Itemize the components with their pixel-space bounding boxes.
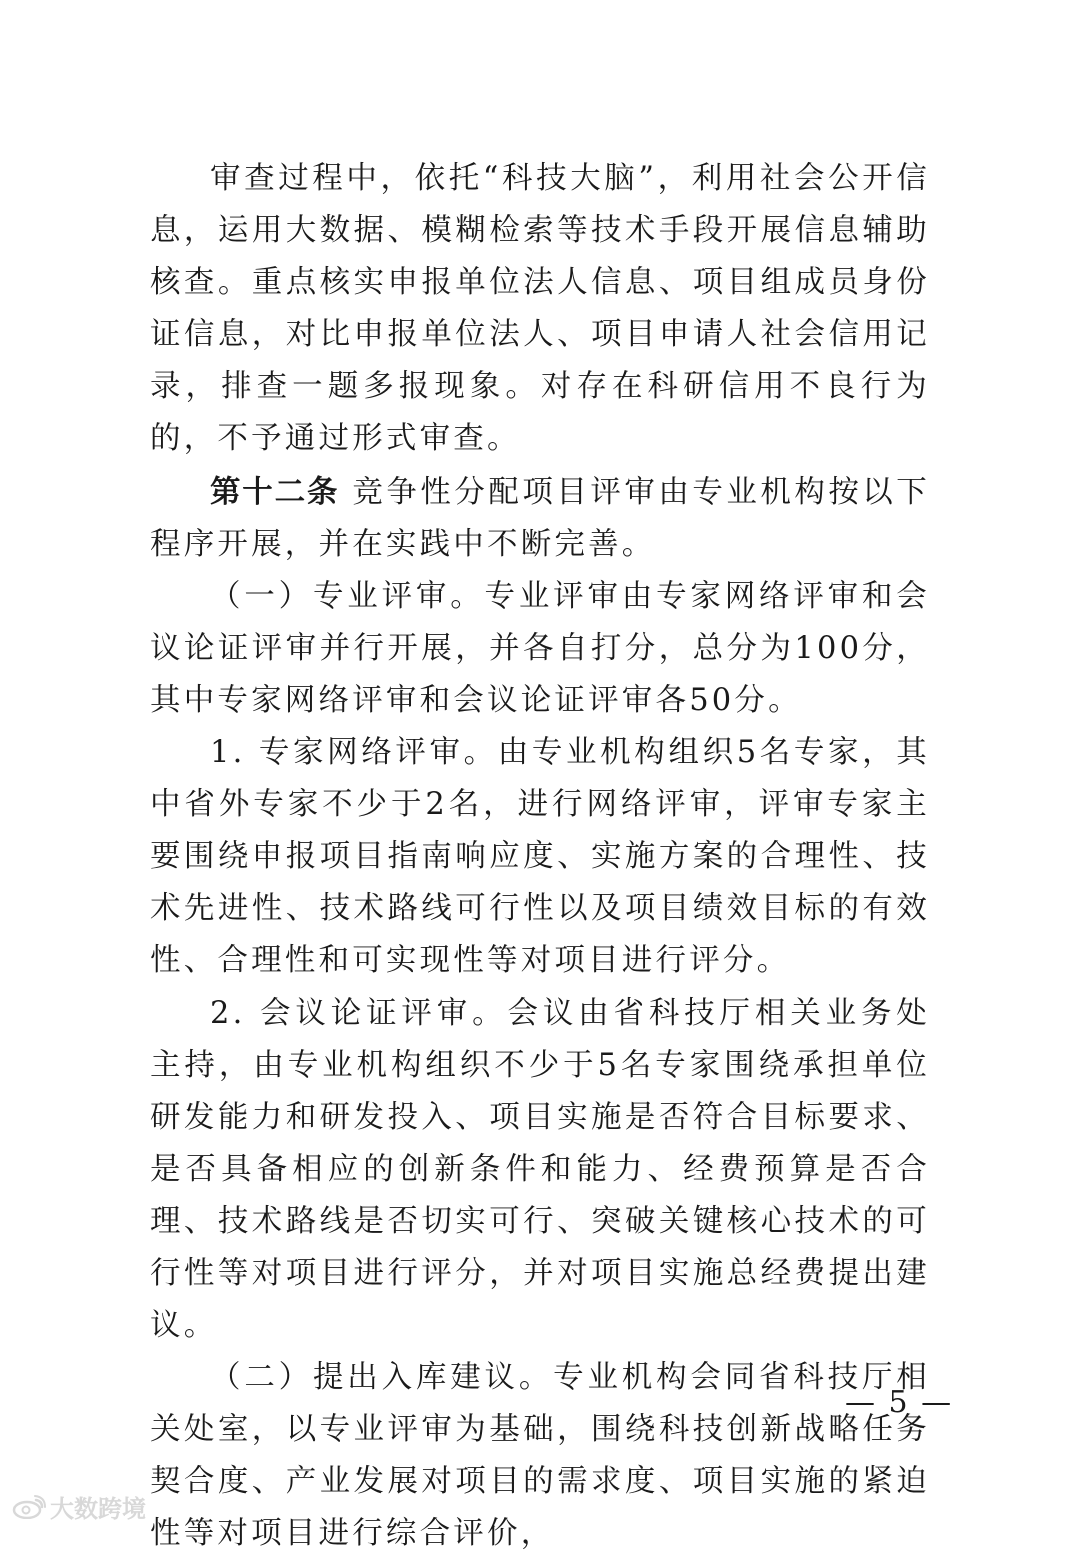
paragraph-text: 1. 专家网络评审。由专业机构组织5名专家，其中省外专家不少于2名，进行网络评审，评审专家主要围绕申报项目指南响应度、实施方案的合理性、技术先进性、技术路线可行性以及项目绩效目标的有效性、合理性和可实现性等对项目进行评分。 bbox=[150, 735, 930, 979]
paragraph-text: 竞争性分配项目评审由专业机构按以下程序开展，并在实践中不断完善。 bbox=[150, 474, 931, 562]
paragraph-meeting-review bbox=[150, 988, 930, 1353]
paragraph-online-expert-review bbox=[150, 727, 930, 987]
article-heading: 第十二条 bbox=[210, 473, 340, 510]
watermark-text: 大数跨境 bbox=[50, 1495, 146, 1523]
paragraph-text: 审查过程中，依托“科技大脑”，利用社会公开信息，运用大数据、模糊检索等技术手段开展信息辅助核查。重点核实申报单位法人信息、项目组成员身份证信息，对比申报单位法人、项目申请人社会信用记录，排查一题多报现象。对存在科研信用不良行为的，不予通过形式审查。 bbox=[150, 161, 930, 457]
watermark bbox=[12, 1489, 146, 1524]
document-body bbox=[150, 153, 930, 1561]
paragraph-review-process bbox=[150, 153, 930, 466]
paragraph-professional-review bbox=[150, 571, 930, 727]
page-number: — 5 — bbox=[845, 1385, 954, 1420]
paragraph-text: （二）提出入库建议。专业机构会同省科技厅相关处室，以专业评审为基础，围绕科技创新战略任务契合度、产业发展对项目的需求度、项目实施的紧迫性等对项目进行综合评价， bbox=[150, 1360, 930, 1552]
paragraph-article-12 bbox=[150, 466, 930, 571]
weibo-logo-icon bbox=[12, 1495, 46, 1519]
paragraph-text: 2. 会议论证评审。会议由省科技厅相关业务处主持，由专业机构组织不少于5名专家围绕承担单位研发能力和研发投入、项目实施是否符合目标要求、是否具备相应的创新条件和能力、经费预算是否合理、技术路线是否切实可行、突破关键核心技术的可行性等对项目进行评分，并对项目实施总经费提出建议。 bbox=[150, 995, 930, 1344]
paragraph-text: （一）专业评审。专业评审由专家网络评审和会议论证评审并行开展，并各自打分，总分为100分，其中专家网络评审和会议论证评审各50分。 bbox=[150, 578, 930, 718]
paragraph-storage-suggestion bbox=[150, 1352, 930, 1560]
